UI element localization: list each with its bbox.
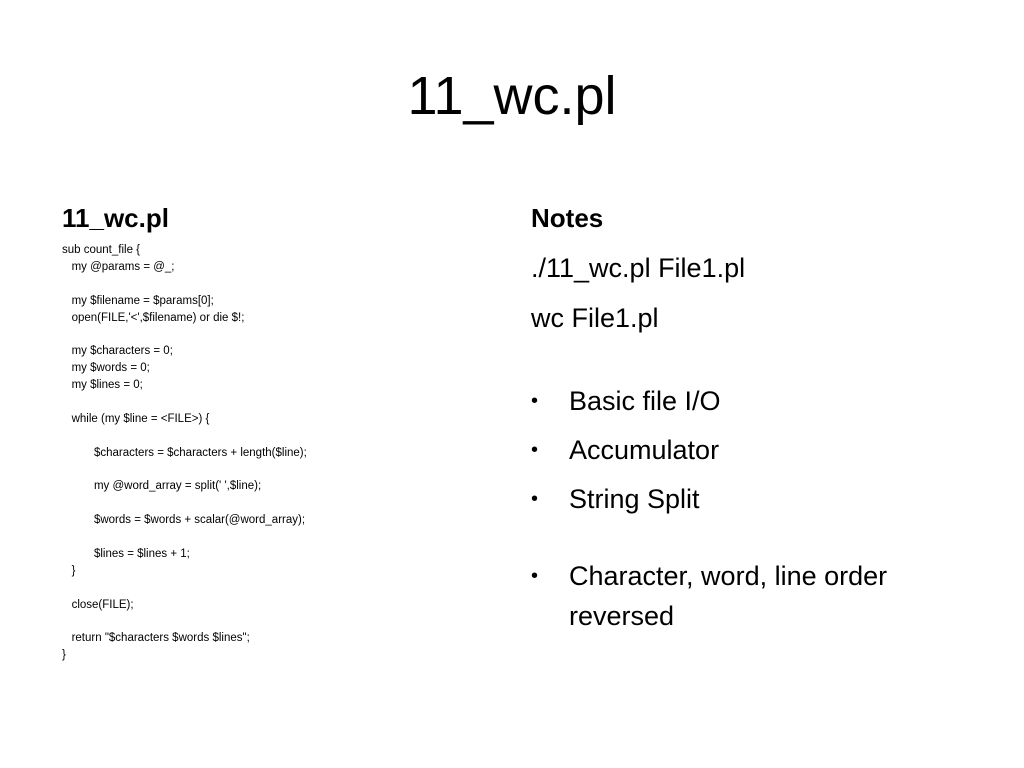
- bullet-text: Character, word, line order reversed: [569, 561, 888, 631]
- code-line: [62, 495, 492, 512]
- code-line: [62, 276, 492, 293]
- bullet-item: [531, 479, 971, 519]
- code-line: [62, 580, 492, 597]
- code-line: [62, 614, 492, 631]
- code-line: close(FILE);: [62, 598, 134, 611]
- code-line: return "$characters $words $lines";: [62, 632, 250, 645]
- bullet-text: String Split: [569, 484, 700, 514]
- notes-column: [531, 200, 971, 645]
- bullet-list: [531, 381, 971, 636]
- code-column: [62, 200, 492, 664]
- bullet-icon: •: [531, 565, 539, 587]
- notes-heading: Notes: [531, 203, 604, 233]
- bullet-icon: •: [531, 488, 539, 510]
- code-line: [62, 462, 492, 479]
- bullet-item: [531, 381, 971, 421]
- bullet-item: [531, 556, 971, 636]
- code-line: my $words = 0;: [62, 362, 150, 375]
- code-line: [62, 428, 492, 445]
- code-line: }: [62, 649, 66, 662]
- bullet-icon: •: [531, 439, 539, 461]
- code-line: my $filename = $params[0];: [62, 294, 214, 307]
- code-line: $words = $words + scalar(@word_array);: [62, 514, 306, 527]
- code-line: open(FILE,'<',$filename) or die $!;: [62, 311, 245, 324]
- code-line: my $lines = 0;: [62, 379, 143, 392]
- code-line: my $characters = 0;: [62, 345, 173, 358]
- code-line: }: [62, 564, 76, 577]
- code-line: my @word_array = split(' ',$line);: [62, 480, 262, 493]
- code-line: $lines = $lines + 1;: [62, 548, 190, 561]
- note-command-line: wc File1.pl: [531, 303, 659, 333]
- spacer: [531, 351, 971, 381]
- bullet-text: Accumulator: [569, 435, 720, 465]
- code-line: [62, 394, 492, 411]
- bullet-icon: •: [531, 390, 539, 412]
- bullet-text: Basic file I/O: [569, 386, 721, 416]
- note-command-line: ./11_wc.pl File1.pl: [531, 253, 746, 283]
- code-block: [62, 242, 492, 664]
- code-line: while (my $line = <FILE>) {: [62, 412, 210, 425]
- code-line: sub count_file {: [62, 244, 141, 256]
- code-heading: 11_wc.pl: [62, 203, 169, 233]
- code-line: [62, 326, 492, 343]
- code-line: [62, 529, 492, 546]
- slide-title: 11_wc.pl: [407, 66, 617, 126]
- code-line: $characters = $characters + length($line);: [62, 446, 307, 459]
- bullet-item: [531, 430, 971, 470]
- code-line: my @params = @_;: [62, 260, 175, 273]
